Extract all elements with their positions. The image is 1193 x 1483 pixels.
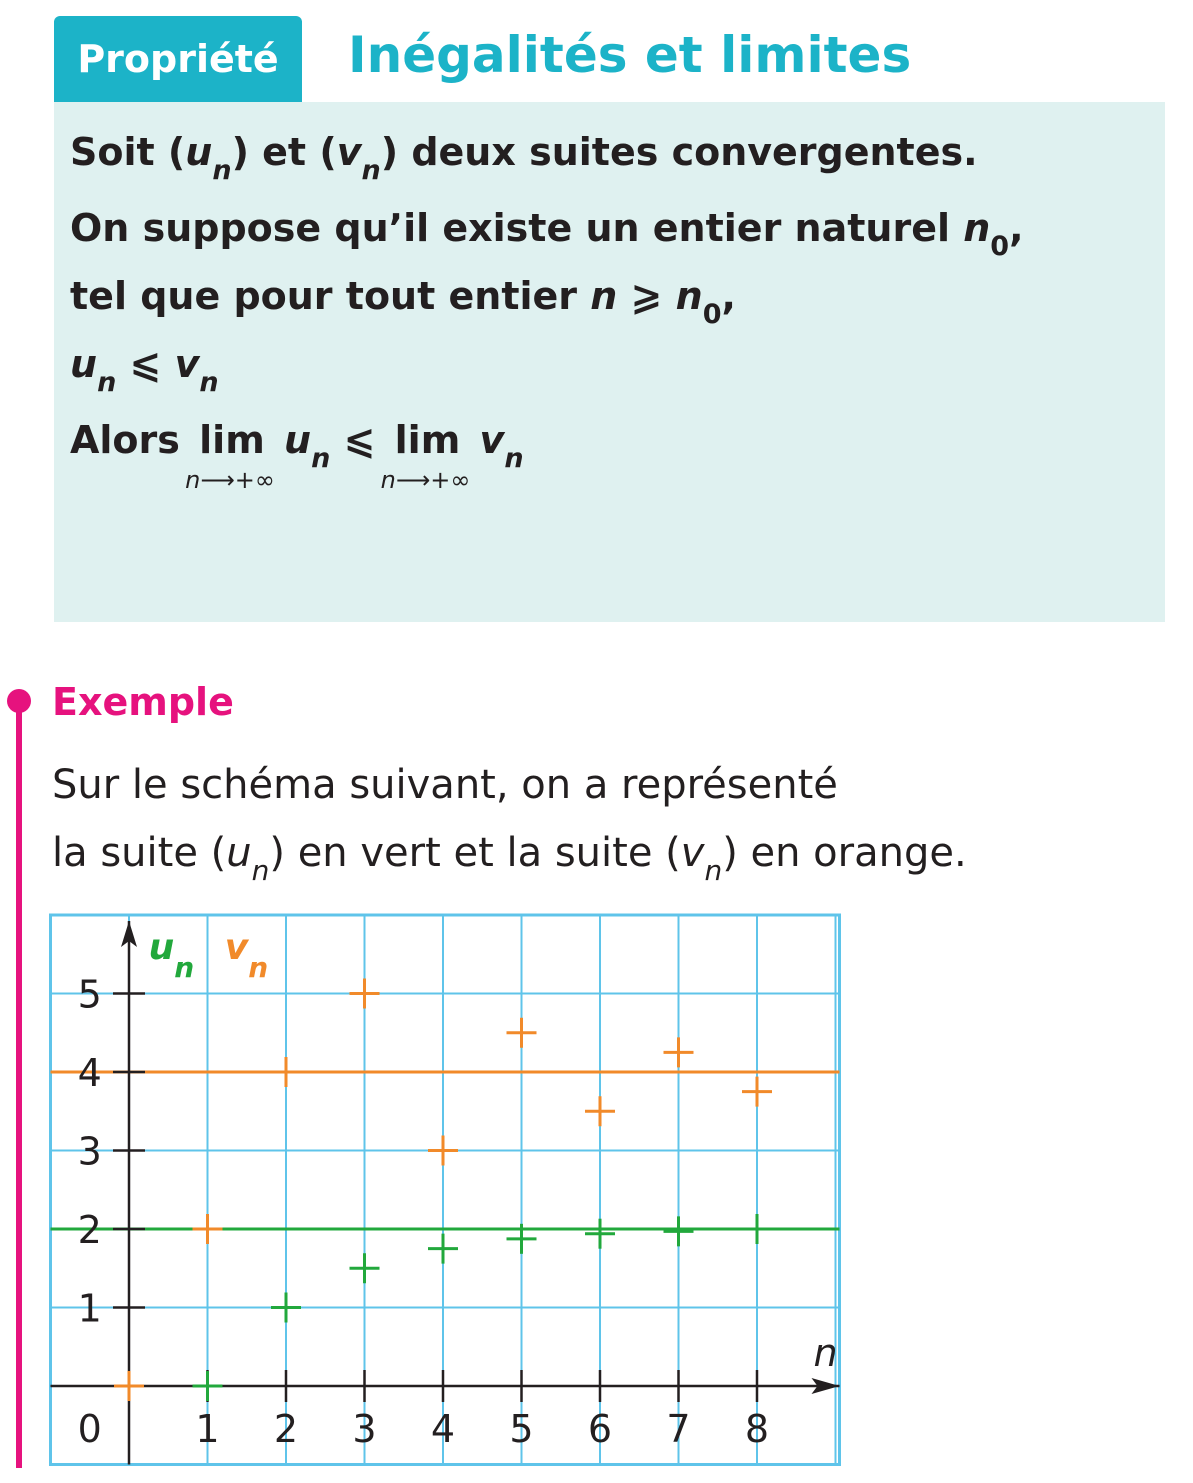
sub-0: 0 (990, 231, 1010, 262)
var-n: n (590, 274, 618, 318)
text: , (721, 274, 736, 318)
y-tick-label: 1 (77, 1286, 102, 1331)
example-line-1: Sur le schéma suivant, on a représenté (52, 762, 838, 808)
text: ) en orange. (722, 830, 967, 876)
grid-border (51, 915, 840, 1465)
y-tick-label: 4 (77, 1051, 102, 1095)
text: la suite ( (52, 830, 227, 876)
property-badge-label: Propriété (77, 37, 279, 81)
text: tel que pour tout entier (70, 274, 591, 318)
text: ) deux suites convergentes. (380, 130, 978, 174)
x-tick-label: 2 (273, 1407, 299, 1451)
x-tick-label: 3 (352, 1407, 377, 1451)
text: ) en vert et la suite ( (269, 830, 681, 876)
var-v: v (479, 418, 505, 462)
rel-leq: ⩽ (343, 418, 376, 462)
var-u: u (284, 418, 312, 462)
sub-n: n (361, 155, 381, 186)
lim: lim (394, 418, 461, 462)
y-axis-label-v: $v_n$ (224, 927, 269, 984)
var-u: u (226, 830, 252, 876)
x-tick-label: 4 (430, 1407, 456, 1451)
sub-n: n (704, 854, 723, 887)
example-label: Exemple (52, 680, 234, 724)
lim-under: n⟶+∞ (380, 466, 471, 494)
sub-n: n (504, 443, 524, 474)
property-title: Inégalités et limites (348, 26, 912, 84)
x-tick-label: 0 (77, 1407, 102, 1451)
y-tick-label: 5 (77, 972, 102, 1017)
x-tick-label: 6 (587, 1407, 613, 1451)
var-u: u (185, 130, 213, 174)
text: ) et ( (231, 130, 337, 174)
text: On suppose qu’il existe un entier naturel (70, 206, 964, 250)
sub-n: n (97, 367, 117, 398)
var-u: u (70, 342, 98, 386)
y-tick-label: 2 (77, 1208, 102, 1252)
x-tick-label: 8 (744, 1407, 770, 1451)
sub-n: n (311, 443, 331, 474)
text: Soit ( (70, 130, 186, 174)
y-axis-label-u: $u_n$ (148, 927, 195, 984)
x-tick-label: 7 (666, 1407, 691, 1451)
var-n: n (675, 274, 703, 318)
text: Alors (70, 418, 194, 462)
x-tick-label: 5 (509, 1407, 534, 1451)
rel-geq: ⩾ (617, 274, 676, 318)
text: , (1009, 206, 1024, 250)
sub-n: n (251, 854, 270, 887)
rel-leq: ⩽ (116, 342, 175, 386)
var-v: v (174, 342, 200, 386)
var-v: v (680, 830, 705, 876)
sub-n: n (212, 155, 232, 186)
sub-n: n (199, 367, 219, 398)
var-n: n (963, 206, 991, 250)
x-axis-label: n (813, 1331, 838, 1375)
lim-under: n⟶+∞ (185, 466, 275, 494)
y-tick-label: 3 (77, 1129, 102, 1174)
lim: lim (199, 418, 265, 462)
x-tick-label: 1 (195, 1407, 220, 1451)
sub-0: 0 (702, 299, 722, 330)
var-v: v (336, 130, 362, 174)
